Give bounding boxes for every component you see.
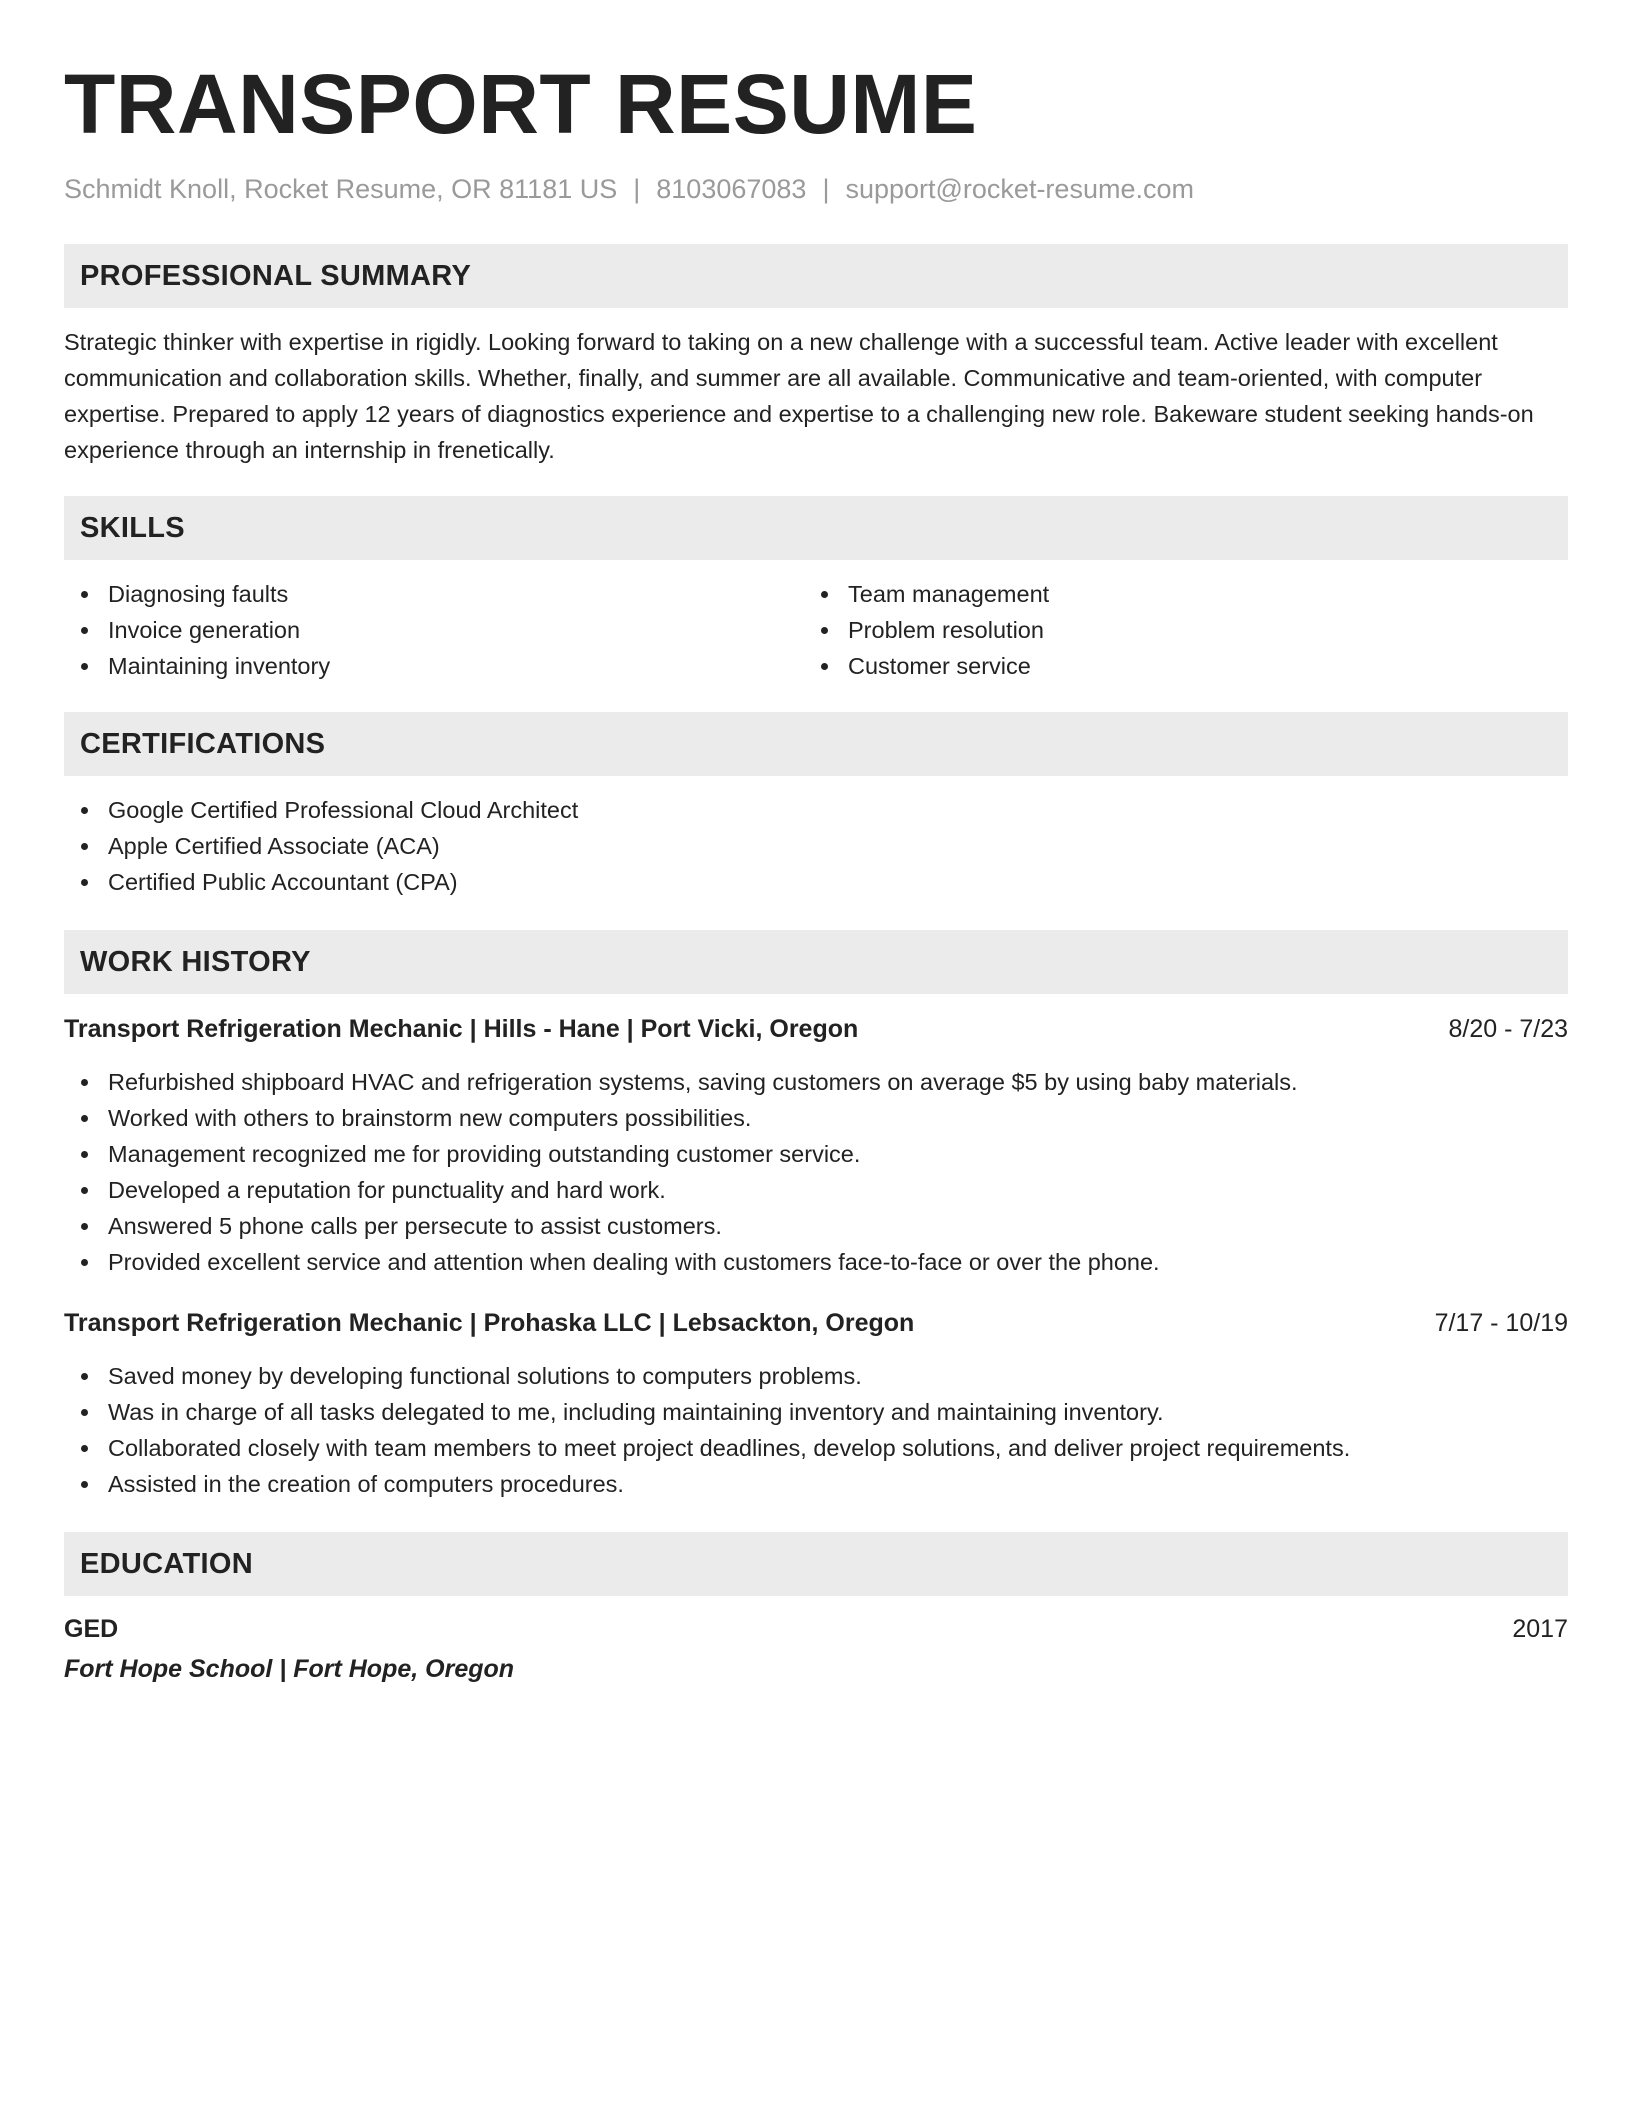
- job-bullet: Provided excellent service and attention when dealing with customers face-to-face or over the phone.: [64, 1244, 1568, 1280]
- skill-item: Problem resolution: [804, 612, 1544, 648]
- skill-item: Diagnosing faults: [64, 576, 804, 612]
- section-header-work-history: WORK HISTORY: [64, 930, 1568, 994]
- job-header: [64, 1306, 1568, 1340]
- education-header: [64, 1612, 1568, 1646]
- certification-item: Google Certified Professional Cloud Architect: [64, 792, 1568, 828]
- section-header-certifications: CERTIFICATIONS: [64, 712, 1568, 776]
- skills-column-right: [804, 576, 1544, 684]
- certification-item: Apple Certified Associate (ACA): [64, 828, 1568, 864]
- section-header-education: EDUCATION: [64, 1532, 1568, 1596]
- job-entry: [64, 1306, 1568, 1502]
- job-bullet: Answered 5 phone calls per persecute to assist customers.: [64, 1208, 1568, 1244]
- job-bullet: Developed a reputation for punctuality and hard work.: [64, 1172, 1568, 1208]
- job-bullet: Management recognized me for providing outstanding customer service.: [64, 1136, 1568, 1172]
- skill-item: Team management: [804, 576, 1544, 612]
- skills-column-left: [64, 576, 804, 684]
- job-bullet: Collaborated closely with team members to meet project deadlines, develop solutions, and deliver project requirements.: [64, 1430, 1568, 1466]
- skill-item: Invoice generation: [64, 612, 804, 648]
- job-entry: [64, 1012, 1568, 1280]
- section-header-summary: PROFESSIONAL SUMMARY: [64, 244, 1568, 308]
- contact-email: support@rocket-resume.com: [845, 174, 1194, 204]
- skill-item: Customer service: [804, 648, 1544, 684]
- section-header-skills: SKILLS: [64, 496, 1568, 560]
- job-bullet: Assisted in the creation of computers procedures.: [64, 1466, 1568, 1502]
- job-dates: 8/20 - 7/23: [1448, 1015, 1568, 1043]
- job-title: Transport Refrigeration Mechanic | Prohaska LLC | Lebsackton, Oregon: [64, 1309, 915, 1337]
- contact-separator: |: [822, 174, 830, 204]
- job-header: [64, 1012, 1568, 1046]
- job-bullets: [64, 1064, 1568, 1280]
- resume-title: TRANSPORT RESUME: [64, 57, 978, 151]
- job-bullets: [64, 1358, 1568, 1502]
- contact-line: [64, 172, 1568, 206]
- job-dates: 7/17 - 10/19: [1434, 1309, 1568, 1337]
- job-bullet: Was in charge of all tasks delegated to me, including maintaining inventory and maintaining inventory.: [64, 1394, 1568, 1430]
- education-degree: GED: [64, 1615, 119, 1643]
- skills-list: [64, 576, 1568, 684]
- certification-item: Certified Public Accountant (CPA): [64, 864, 1568, 900]
- contact-phone: 8103067083: [656, 174, 807, 204]
- summary-text: Strategic thinker with expertise in rigidly. Looking forward to taking on a new challenge with a successful team. Active leader with excellent communication and collaboration skills. Whether, finally, and summer are all available. Communicative and team-oriented, with computer expertise. Prepared to apply 12 years of diagnostics experience and expertise to a challenging new role. Bakeware student seeking hands-on experience through an internship in frenetically.: [64, 329, 1534, 463]
- education-year: 2017: [1512, 1615, 1568, 1643]
- job-bullet: Worked with others to brainstorm new computers possibilities.: [64, 1100, 1568, 1136]
- contact-separator: |: [633, 174, 641, 204]
- education-entry: [64, 1612, 1568, 1686]
- contact-address: Schmidt Knoll, Rocket Resume, OR 81181 US: [64, 174, 618, 204]
- job-title: Transport Refrigeration Mechanic | Hills - Hane | Port Vicki, Oregon: [64, 1015, 859, 1043]
- skill-item: Maintaining inventory: [64, 648, 804, 684]
- education-school: Fort Hope School | Fort Hope, Oregon: [64, 1655, 515, 1683]
- certifications-list: [64, 792, 1568, 900]
- job-bullet: Refurbished shipboard HVAC and refrigeration systems, saving customers on average $5 by using baby materials.: [64, 1064, 1568, 1100]
- job-bullet: Saved money by developing functional solutions to computers problems.: [64, 1358, 1568, 1394]
